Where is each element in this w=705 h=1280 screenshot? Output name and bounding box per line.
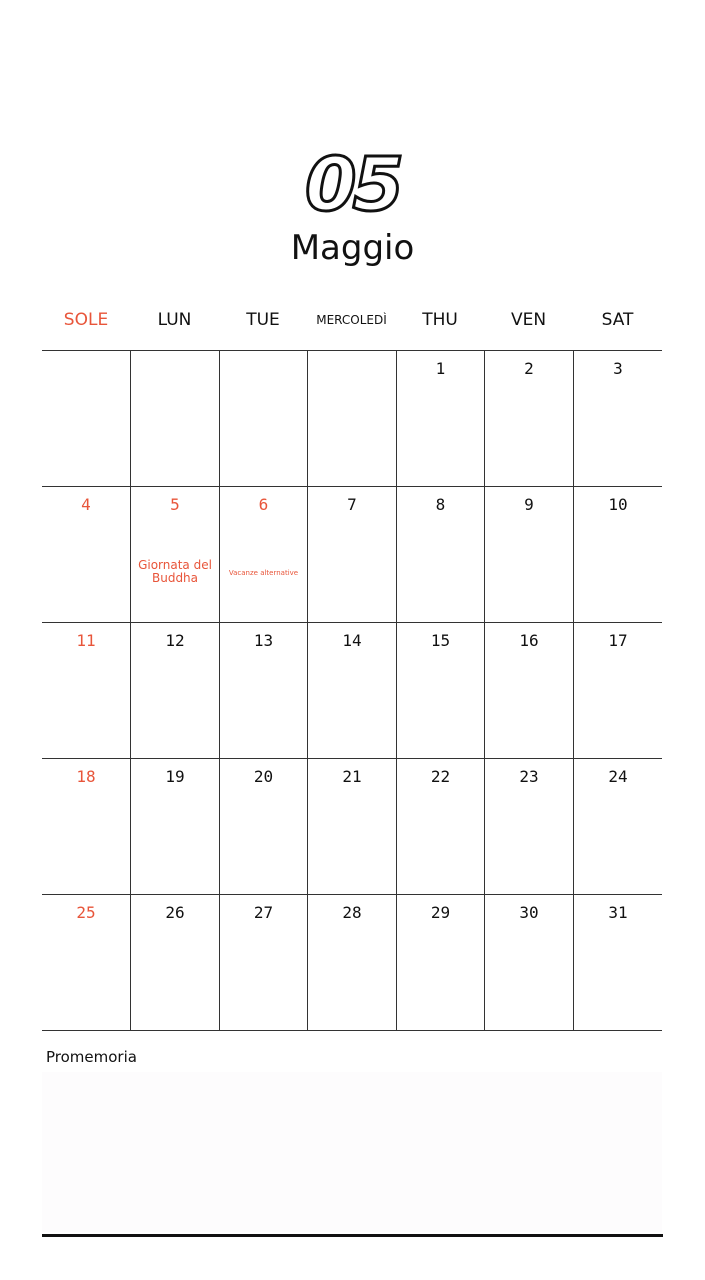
calendar-grid	[42, 350, 662, 1031]
day-number: 21	[342, 767, 362, 786]
day-cell[interactable]	[307, 759, 396, 894]
day-cell[interactable]	[484, 895, 573, 1030]
day-cell[interactable]	[573, 623, 662, 758]
day-number: 11	[76, 631, 96, 650]
day-number: 10	[608, 495, 628, 514]
day-number: 23	[519, 767, 539, 786]
day-number: 26	[165, 903, 185, 922]
day-cell-holiday[interactable]	[219, 487, 307, 622]
day-number: 27	[253, 903, 274, 922]
week-row	[42, 487, 662, 623]
day-number: 24	[608, 767, 628, 786]
day-cell[interactable]	[219, 623, 307, 758]
day-cell-holiday[interactable]	[130, 487, 219, 622]
day-number: 13	[253, 631, 274, 650]
day-number	[42, 351, 130, 359]
weekday-thursday: THU	[422, 310, 458, 330]
day-cell[interactable]	[219, 895, 307, 1030]
day-cell[interactable]	[573, 759, 662, 894]
day-cell[interactable]	[42, 759, 130, 894]
holiday-event-label: Vacanze alternative	[228, 569, 299, 577]
day-cell[interactable]	[396, 759, 484, 894]
weekday-wednesday: MERCOLEDÌ	[316, 313, 387, 327]
month-number: 05	[305, 142, 400, 228]
day-number: 28	[342, 903, 362, 922]
day-cell[interactable]	[484, 623, 573, 758]
day-number: 8	[435, 495, 446, 514]
day-cell[interactable]	[307, 487, 396, 622]
day-cell[interactable]	[42, 487, 130, 622]
week-row	[42, 623, 662, 759]
week-row	[42, 895, 662, 1031]
memo-area[interactable]	[42, 1072, 662, 1232]
day-cell[interactable]	[130, 895, 219, 1030]
day-cell[interactable]	[42, 895, 130, 1030]
holiday-event-label: Giornata del Buddha	[138, 558, 212, 585]
day-number: 6	[258, 495, 269, 514]
day-number: 22	[430, 767, 451, 786]
day-number: 20	[253, 767, 274, 786]
day-number: 4	[81, 495, 91, 514]
memo-bottom-rule	[42, 1234, 663, 1237]
day-cell[interactable]	[307, 895, 396, 1030]
weekday-sunday: SOLE	[63, 310, 109, 330]
day-number: 14	[342, 631, 362, 650]
day-number	[220, 351, 307, 359]
day-number: 19	[165, 767, 185, 786]
day-cell[interactable]	[219, 351, 307, 486]
day-number: 15	[430, 631, 451, 650]
day-cell[interactable]	[130, 623, 219, 758]
week-row	[42, 351, 662, 487]
day-number: 25	[76, 903, 96, 922]
day-number	[131, 351, 219, 359]
day-number: 17	[608, 631, 628, 650]
day-cell[interactable]	[573, 351, 662, 486]
day-cell[interactable]	[307, 351, 396, 486]
calendar-header	[0, 140, 705, 268]
day-number: 7	[347, 495, 357, 514]
day-cell[interactable]	[484, 759, 573, 894]
day-number: 9	[524, 495, 534, 514]
day-number: 18	[76, 767, 96, 786]
day-number: 31	[608, 903, 628, 922]
day-cell[interactable]	[307, 623, 396, 758]
day-number: 16	[519, 631, 539, 650]
day-number	[308, 351, 396, 359]
weekday-friday: VEN	[510, 310, 547, 330]
day-number: 3	[613, 359, 623, 378]
day-cell[interactable]	[573, 487, 662, 622]
day-cell[interactable]	[42, 351, 130, 486]
weekday-saturday: SAT	[601, 310, 634, 330]
day-number: 2	[524, 359, 534, 378]
weekday-monday: LUN	[157, 310, 192, 330]
day-cell[interactable]	[396, 895, 484, 1030]
day-cell[interactable]	[396, 351, 484, 486]
day-cell[interactable]	[573, 895, 662, 1030]
day-number: 1	[435, 359, 446, 378]
day-number: 29	[430, 903, 451, 922]
day-number: 5	[170, 495, 180, 514]
day-cell[interactable]	[42, 623, 130, 758]
weekday-tuesday: TUE	[246, 310, 280, 330]
week-row	[42, 759, 662, 895]
memo-label: Promemoria	[46, 1048, 137, 1066]
weekday-header-row	[42, 300, 662, 340]
day-cell[interactable]	[484, 487, 573, 622]
month-name: Maggio	[290, 228, 415, 268]
day-cell[interactable]	[130, 759, 219, 894]
day-number: 30	[519, 903, 539, 922]
day-cell[interactable]	[219, 759, 307, 894]
day-cell[interactable]	[396, 487, 484, 622]
day-cell[interactable]	[130, 351, 219, 486]
day-cell[interactable]	[396, 623, 484, 758]
day-cell[interactable]	[484, 351, 573, 486]
day-number: 12	[165, 631, 185, 650]
